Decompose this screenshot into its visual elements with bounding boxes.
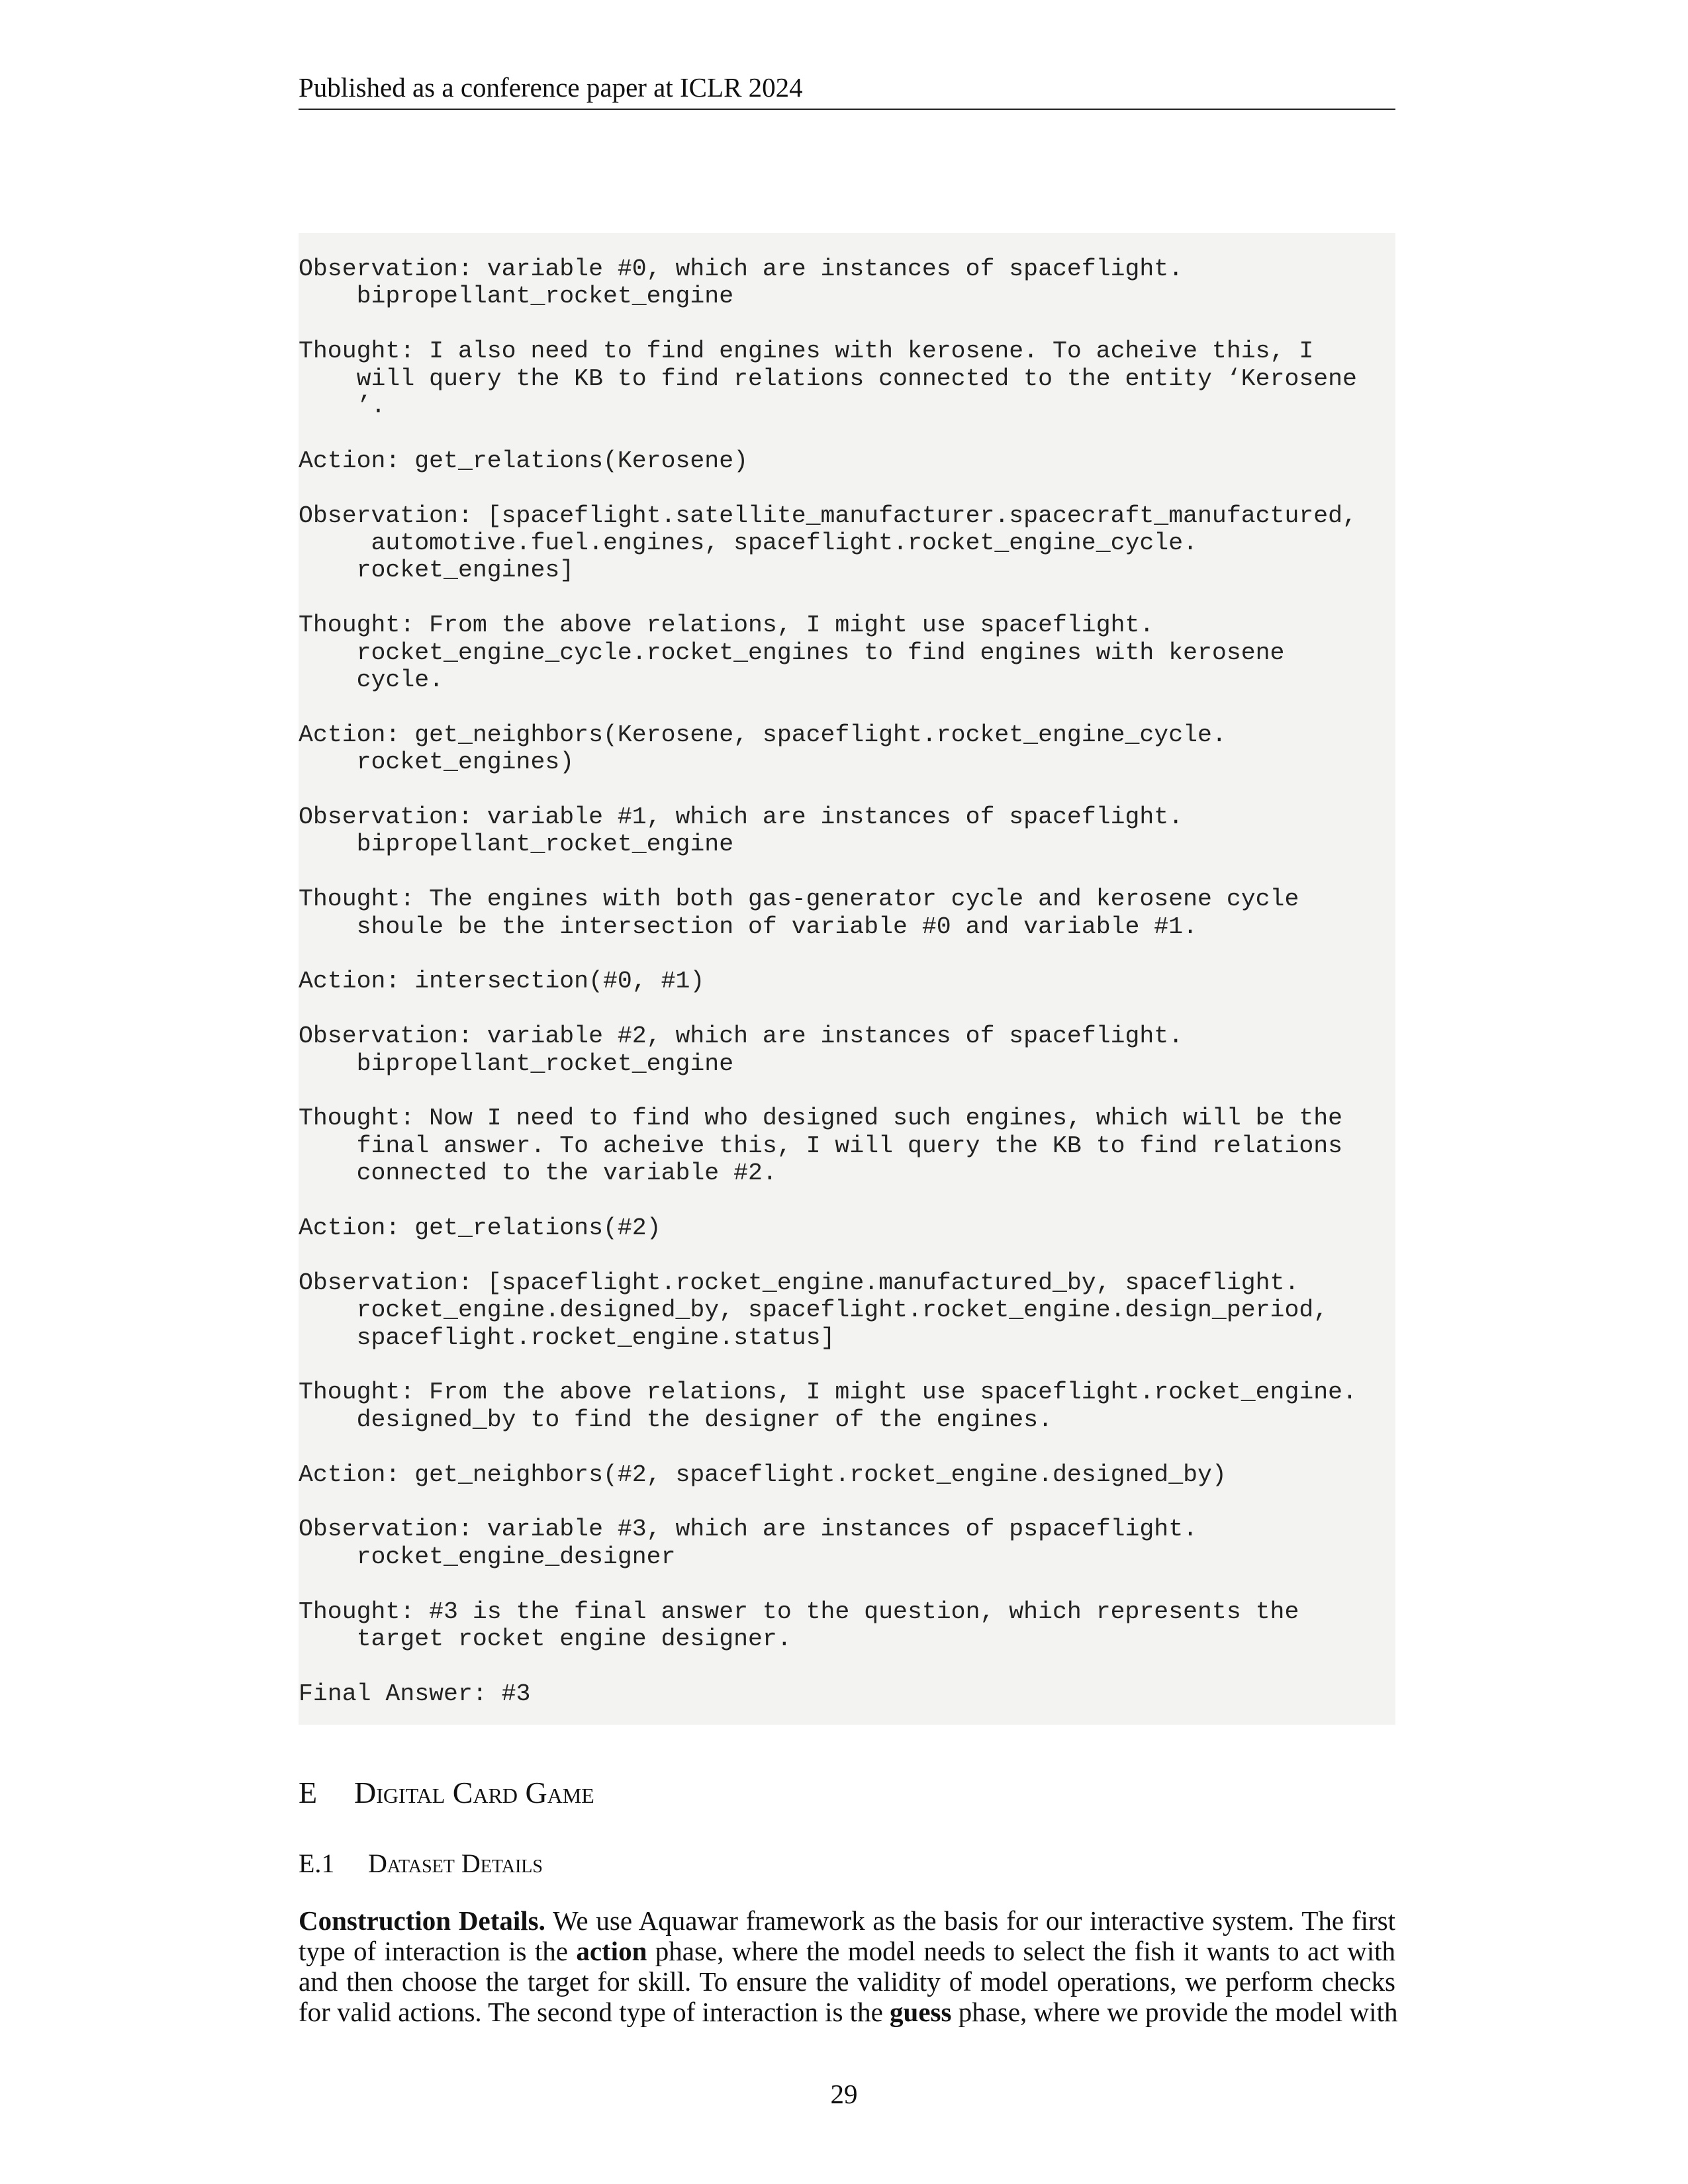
code-line: Thought: The engines with both gas-generator cycle and kerosene cycle xyxy=(299,886,1299,913)
code-line: Observation: variable #0, which are instances of spaceflight. xyxy=(299,255,1184,283)
code-line: shoule be the intersection of variable #0 and variable #1. xyxy=(299,913,1198,940)
code-line: Thought: Now I need to find who designed such engines, which will be the xyxy=(299,1105,1343,1132)
paragraph-bold-term: guess xyxy=(890,1997,952,2027)
paragraph-text: We use Aquawar framework as the basis for our interactive system. The first xyxy=(552,1905,1396,1936)
code-line: final answer. To acheive this, I will query the KB to find relations xyxy=(299,1132,1343,1160)
page-number: 29 xyxy=(830,2079,858,2109)
code-line: Thought: From the above relations, I might use spaceflight. xyxy=(299,612,1154,639)
code-line: rocket_engines) xyxy=(299,749,575,776)
paragraph-text: for valid actions. The second type of interaction is the xyxy=(299,1997,883,2027)
code-line: designed_by to find the designer of the engines. xyxy=(299,1406,1053,1433)
code-line: rocket_engines] xyxy=(299,557,575,584)
code-line: will query the KB to find relations connected to the entity ‘Kerosene xyxy=(299,365,1357,392)
code-line: cycle. xyxy=(299,666,444,694)
section-number: E xyxy=(299,1776,318,1809)
subsection-number: E.1 xyxy=(299,1848,335,1878)
subsection-heading xyxy=(299,1848,543,1880)
code-line: Action: get_relations(Kerosene) xyxy=(299,447,749,475)
paragraph-lead: Construction Details. xyxy=(299,1905,545,1936)
code-line: rocket_engine.designed_by, spaceflight.rocket_engine.design_period, xyxy=(299,1297,1329,1324)
code-line: Action: intersection(#0, #1) xyxy=(299,968,705,995)
code-line: rocket_engine_cycle.rocket_engines to find engines with kerosene xyxy=(299,639,1285,666)
section-title: Digital Card Game xyxy=(354,1776,594,1809)
paragraph-text: phase, where the model needs to select the fish it wants to act with xyxy=(655,1936,1396,1966)
paragraph-text: phase, where we provide the model with xyxy=(958,1997,1398,2027)
code-line: spaceflight.rocket_engine.status] xyxy=(299,1324,835,1351)
paragraph-text: type of interaction is the xyxy=(299,1936,568,1966)
code-line: Thought: #3 is the final answer to the question, which represents the xyxy=(299,1598,1299,1625)
code-line: ’. xyxy=(299,392,386,420)
code-line: Action: get_neighbors(Kerosene, spaceflight.rocket_engine_cycle. xyxy=(299,721,1227,749)
paragraph-line xyxy=(299,1996,1398,2028)
code-line: bipropellant_rocket_engine xyxy=(299,283,734,310)
code-line: Action: get_relations(#2) xyxy=(299,1214,661,1242)
code-line: Observation: variable #1, which are instances of spaceflight. xyxy=(299,803,1184,831)
subsection-title: Dataset Details xyxy=(368,1848,543,1878)
code-line: rocket_engine_designer xyxy=(299,1543,676,1570)
paragraph-bold-term: action xyxy=(576,1936,647,1966)
page-header: Published as a conference paper at ICLR 2024 xyxy=(299,71,1395,110)
code-line: Observation: [spaceflight.satellite_manufacturer.spacecraft_manufactured, xyxy=(299,502,1357,529)
paragraph-line: and then choose the target for skill. To ensure the validity of model operations, we perform checks xyxy=(299,1966,1395,1997)
paragraph-line xyxy=(299,1905,1395,1936)
code-line: Observation: variable #3, which are instances of pspaceflight. xyxy=(299,1516,1198,1543)
section-heading xyxy=(299,1775,594,1811)
code-listing xyxy=(299,233,1395,1725)
code-line: Action: get_neighbors(#2, spaceflight.rocket_engine.designed_by) xyxy=(299,1461,1227,1488)
code-line: Thought: I also need to find engines with kerosene. To acheive this, I xyxy=(299,338,1314,365)
code-line: bipropellant_rocket_engine xyxy=(299,831,734,858)
code-line: Observation: [spaceflight.rocket_engine.manufactured_by, spaceflight. xyxy=(299,1269,1299,1297)
code-line: Observation: variable #2, which are instances of spaceflight. xyxy=(299,1023,1184,1050)
code-line: automotive.fuel.engines, spaceflight.rocket_engine_cycle. xyxy=(299,529,1198,557)
code-line: Final Answer: #3 xyxy=(299,1680,531,1707)
code-line: bipropellant_rocket_engine xyxy=(299,1050,734,1077)
paragraph-line xyxy=(299,1935,1395,1967)
code-line: target rocket engine designer. xyxy=(299,1625,792,1653)
code-line: connected to the variable #2. xyxy=(299,1160,777,1187)
code-line: Thought: From the above relations, I might use spaceflight.rocket_engine. xyxy=(299,1379,1357,1406)
